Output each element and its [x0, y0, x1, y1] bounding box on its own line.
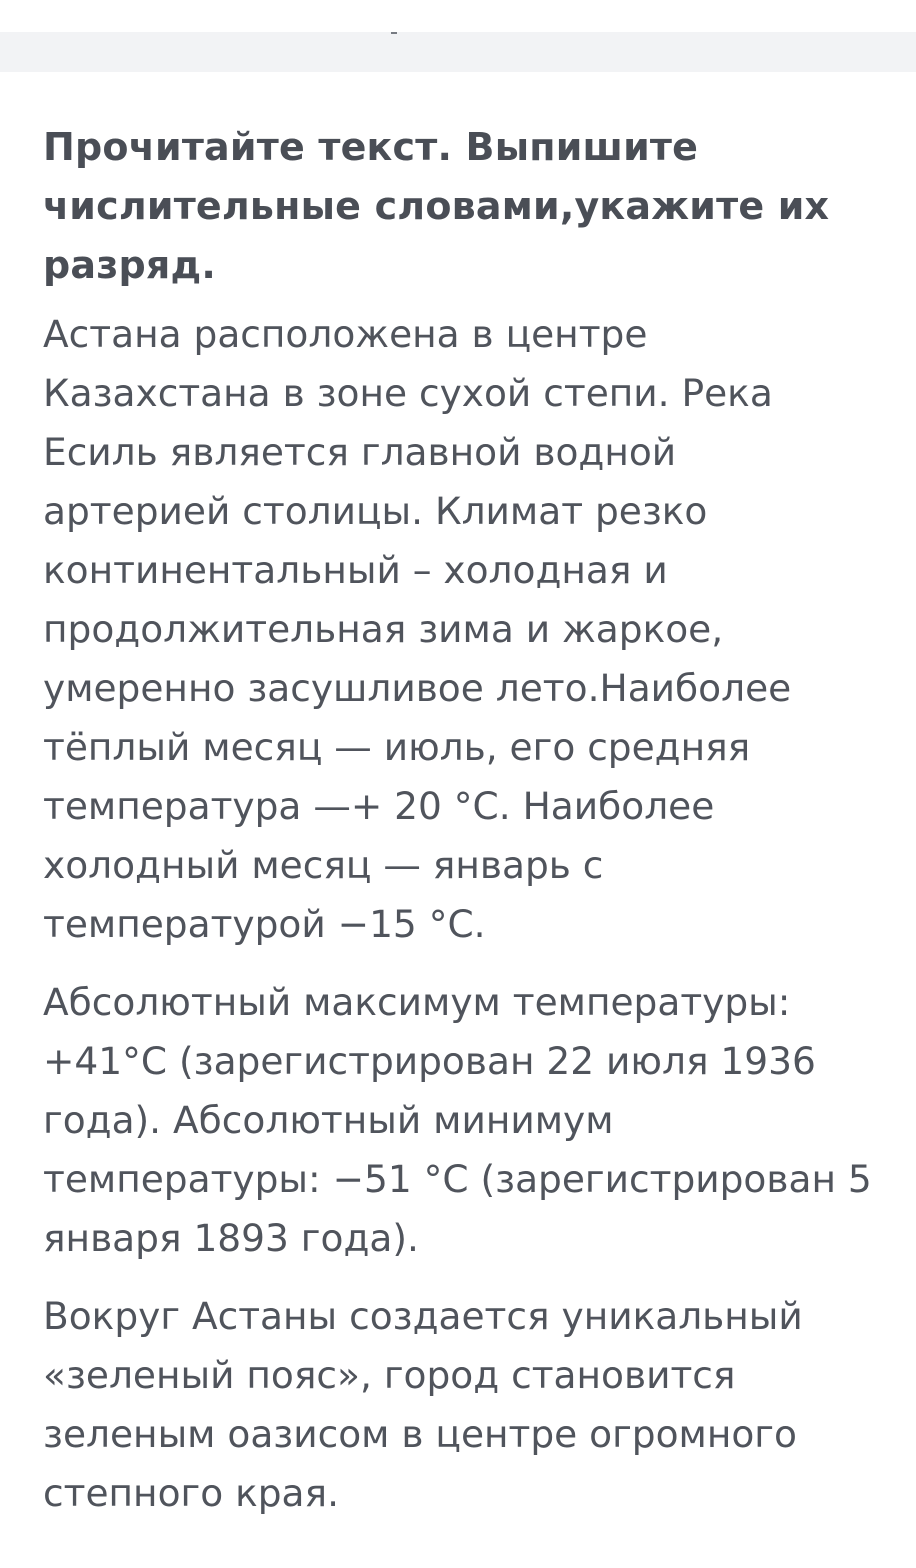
body-paragraph-3: Вокруг Астаны создается уникальный «зеленый пояс», город становится зеленым оазисом в центре огромного степного края.	[43, 1294, 803, 1515]
body-paragraph-1: Астана расположена в центре Казахстана в зоне сухой степи. Река Есиль является главной водной артерией столицы. Климат резко континентальный – холодная и продолжительная зима и жаркое, умеренно засушливое лето.Наиболее тёплый месяц — июль, его средняя температура —+ 20 °С. Наиболее холодный месяц — январь с температурой −15 °С.	[43, 312, 792, 946]
question-content	[43, 118, 903, 1542]
top-bar	[0, 32, 916, 72]
top-bar-indicator	[391, 32, 397, 34]
question-title: Прочитайте текст. Выпишите числительные словами,укажите их разряд.	[43, 125, 830, 287]
body-paragraph-2: Абсолютный максимум температуры: +41°С (зарегистрирован 22 июля 1936 года). Абсолютный минимум температуры: −51 °С (зарегистрирован 5 января 1893 года).	[43, 980, 872, 1260]
